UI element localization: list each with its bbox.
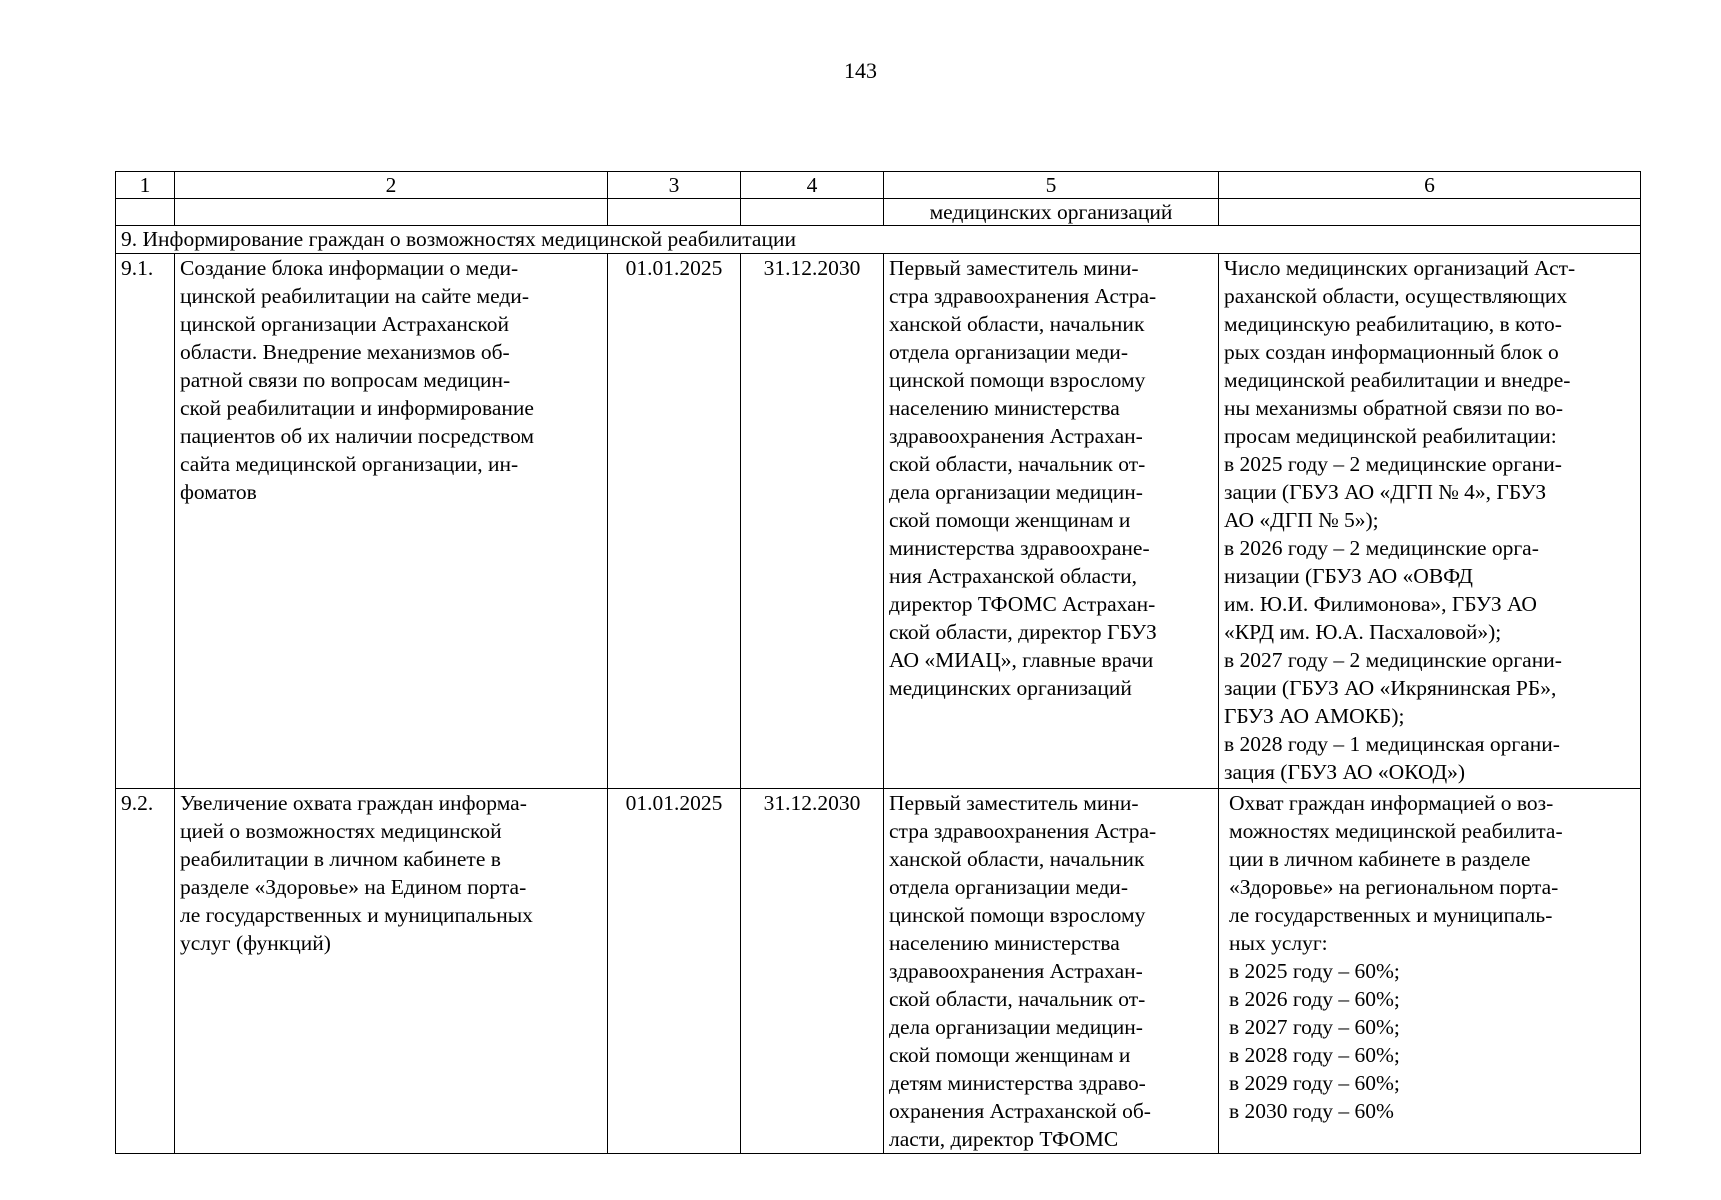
text-line: Увеличение охвата граждан информа- xyxy=(180,791,527,815)
text-line: ской реабилитации и информирование xyxy=(180,396,534,420)
text-line: ГБУЗ АО АМОКБ); xyxy=(1224,704,1405,728)
table-row xyxy=(116,789,1641,1154)
text-line: ратной связи по вопросам медицин- xyxy=(180,368,511,392)
text-line: стра здравоохранения Астра- xyxy=(889,284,1157,308)
header-cell-6: 6 xyxy=(1219,172,1641,199)
text-line: раханской области, осуществляющих xyxy=(1224,284,1568,308)
continuation-row xyxy=(116,199,1641,226)
text-line: ласти, директор ТФОМС xyxy=(889,1127,1119,1151)
description-cell xyxy=(175,789,608,1154)
text-line: в 2025 году – 60%; xyxy=(1229,959,1400,983)
text-line: ской помощи женщинам и xyxy=(889,1043,1131,1067)
start-date: 01.01.2025 xyxy=(608,789,741,1154)
text-line: медицинских организаций xyxy=(889,676,1132,700)
text-line: цинской организации Астраханской xyxy=(180,312,509,336)
text-line: им. Ю.И. Филимонова», ГБУЗ АО xyxy=(1224,592,1537,616)
continuation-cell-6 xyxy=(1219,199,1641,226)
text-line: ханской области, начальник xyxy=(889,312,1145,336)
text-line: рых создан информационный блок о xyxy=(1224,340,1559,364)
continuation-cell-1 xyxy=(116,199,175,226)
row-number: 9.2. xyxy=(116,789,175,1154)
text-line: сайта медицинской организации, ин- xyxy=(180,452,519,476)
text-line: Первый заместитель мини- xyxy=(889,256,1139,280)
text-line: ле государственных и муниципаль- xyxy=(1229,903,1553,927)
text-line: низации (ГБУЗ АО «ОВФД xyxy=(1224,564,1473,588)
text-line: разделе «Здоровье» на Едином порта- xyxy=(180,875,527,899)
text-line: в 2028 году – 60%; xyxy=(1229,1043,1400,1067)
text-line: ции в личном кабинете в разделе xyxy=(1229,847,1531,871)
text-line: зация (ГБУЗ АО «ОКОД») xyxy=(1224,760,1466,784)
text-line: области. Внедрение механизмов об- xyxy=(180,340,510,364)
text-line: ской области, начальник от- xyxy=(889,452,1146,476)
text-line: отдела организации меди- xyxy=(889,340,1128,364)
header-cell-5: 5 xyxy=(884,172,1219,199)
text-line: «КРД им. Ю.А. Пасхаловой»); xyxy=(1224,620,1502,644)
description-cell xyxy=(175,254,608,789)
text-line: отдела организации меди- xyxy=(889,875,1128,899)
text-line: директор ТФОМС Астрахан- xyxy=(889,592,1156,616)
text-line: охранения Астраханской об- xyxy=(889,1099,1151,1123)
measures-table xyxy=(115,171,1641,1154)
text-line: ской помощи женщинам и xyxy=(889,508,1131,532)
text-line: просам медицинской реабилитации: xyxy=(1224,424,1557,448)
text-line: медицинскую реабилитацию, в кото- xyxy=(1224,312,1562,336)
text-line: в 2025 году – 2 медицинские органи- xyxy=(1224,452,1562,476)
text-line: ле государственных и муниципальных xyxy=(180,903,533,927)
table-row xyxy=(116,254,1641,789)
text-line: АО «МИАЦ», главные врачи xyxy=(889,648,1154,672)
text-line: Первый заместитель мини- xyxy=(889,791,1139,815)
text-line: ской области, начальник от- xyxy=(889,987,1146,1011)
text-line: фоматов xyxy=(180,480,257,504)
continuation-cell-4 xyxy=(741,199,884,226)
text-line: реабилитации в личном кабинете в xyxy=(180,847,501,871)
text-line: в 2027 году – 2 медицинские органи- xyxy=(1224,648,1562,672)
text-line: в 2026 году – 2 медицинские орга- xyxy=(1224,536,1539,560)
text-line: услуг (функций) xyxy=(180,931,331,955)
text-line: ханской области, начальник xyxy=(889,847,1145,871)
text-line: ния Астраханской области, xyxy=(889,564,1138,588)
text-line: «Здоровье» на региональном порта- xyxy=(1229,875,1559,899)
end-date: 31.12.2030 xyxy=(741,254,884,789)
header-cell-3: 3 xyxy=(608,172,741,199)
continuation-cell-2 xyxy=(175,199,608,226)
text-line: в 2030 году – 60% xyxy=(1229,1099,1394,1123)
text-line: Охват граждан информацией о воз- xyxy=(1229,791,1554,815)
indicator-cell xyxy=(1219,254,1641,789)
text-line: ных услуг: xyxy=(1229,931,1328,955)
responsible-cell xyxy=(884,789,1219,1154)
text-line: Число медицинских организаций Аст- xyxy=(1224,256,1576,280)
text-line: дела организации медицин- xyxy=(889,480,1143,504)
responsible-cell xyxy=(884,254,1219,789)
header-cell-2: 2 xyxy=(175,172,608,199)
text-line: дела организации медицин- xyxy=(889,1015,1143,1039)
section-title: 9. Информирование граждан о возможностях медицинской реабилитации xyxy=(116,226,1641,254)
header-cell-1: 1 xyxy=(116,172,175,199)
text-line: в 2027 году – 60%; xyxy=(1229,1015,1400,1039)
page-number: 143 xyxy=(844,58,877,83)
continuation-cell-3 xyxy=(608,199,741,226)
text-line: в 2026 году – 60%; xyxy=(1229,987,1400,1011)
text-line: стра здравоохранения Астра- xyxy=(889,819,1157,843)
end-date: 31.12.2030 xyxy=(741,789,884,1154)
text-line: можностях медицинской реабилита- xyxy=(1229,819,1563,843)
text-line: пациентов об их наличии посредством xyxy=(180,424,535,448)
indicator-cell xyxy=(1219,789,1641,1154)
header-row xyxy=(116,172,1641,199)
text-line: населению министерства xyxy=(889,396,1120,420)
text-line: здравоохранения Астрахан- xyxy=(889,959,1143,983)
text-line: ны механизмы обратной связи по во- xyxy=(1224,396,1564,420)
text-line: цией о возможностях медицинской xyxy=(180,819,502,843)
text-line: цинской помощи взрослому xyxy=(889,368,1146,392)
text-line: министерства здравоохране- xyxy=(889,536,1150,560)
text-line: зации (ГБУЗ АО «Икрянинская РБ», xyxy=(1224,676,1557,700)
text-line: населению министерства xyxy=(889,931,1120,955)
text-line: в 2029 году – 60%; xyxy=(1229,1071,1400,1095)
row-number: 9.1. xyxy=(116,254,175,789)
text-line: Создание блока информации о меди- xyxy=(180,256,519,280)
text-line: АО «ДГП № 5»); xyxy=(1224,508,1379,532)
header-cell-4: 4 xyxy=(741,172,884,199)
section-row xyxy=(116,226,1641,254)
text-line: медицинской реабилитации и внедре- xyxy=(1224,368,1571,392)
continuation-cell-5: медицинских организаций xyxy=(884,199,1219,226)
text-line: ской области, директор ГБУЗ xyxy=(889,620,1157,644)
text-line: здравоохранения Астрахан- xyxy=(889,424,1143,448)
text-line: в 2028 году – 1 медицинская органи- xyxy=(1224,732,1560,756)
text-line: детям министерства здраво- xyxy=(889,1071,1146,1095)
start-date: 01.01.2025 xyxy=(608,254,741,789)
text-line: цинской помощи взрослому xyxy=(889,903,1146,927)
text-line: зации (ГБУЗ АО «ДГП № 4», ГБУЗ xyxy=(1224,480,1547,504)
text-line: цинской реабилитации на сайте меди- xyxy=(180,284,529,308)
